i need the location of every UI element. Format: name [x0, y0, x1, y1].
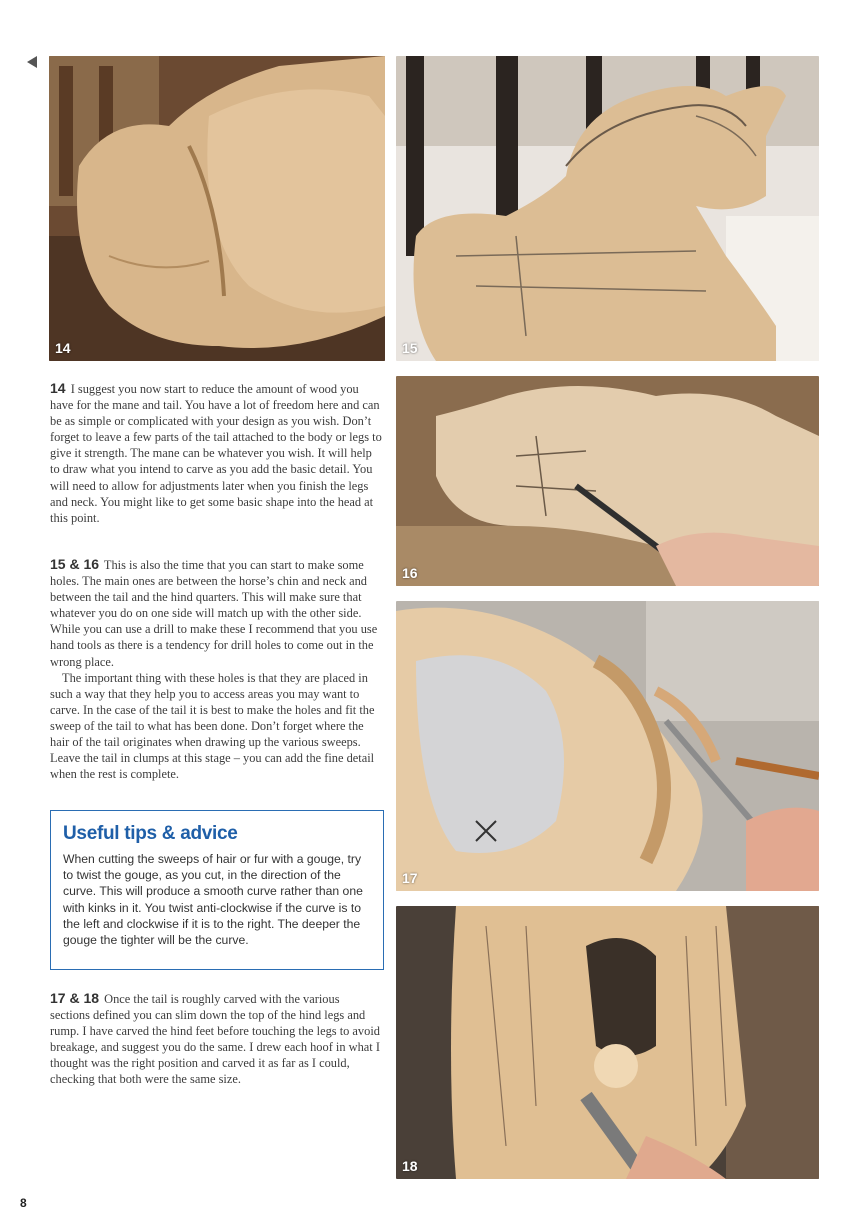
photo-14-number: 14: [55, 340, 71, 356]
step-15-16-paragraph: [50, 556, 382, 670]
photo-16-number: 16: [402, 565, 418, 581]
back-arrow-icon[interactable]: [27, 56, 37, 68]
photo-17-image: [396, 601, 819, 891]
step-15-16-section: [50, 556, 382, 782]
tips-title: Useful tips & advice: [63, 823, 238, 844]
photo-17: [396, 601, 819, 891]
photo-15: [396, 56, 819, 361]
step-15-16-text: This is also the time that you can start to make some holes. The main ones are between the horse’s chin and neck and between the tail and the hind quarters. This will make sure that whatever you do on one side will match up with the other side. While you can use a drill to make these I recommend that you use hand tools as there is a tendency for drill holes to come out in the wrong place.: [50, 558, 378, 669]
step-14-lead: 14: [50, 380, 66, 396]
tips-text: When cutting the sweeps of hair or fur with a gouge, try to twist the gouge, as you cut, in the direction of the curve. This will produce a smooth curve rather than one with kinks in it. You twist anti-clockwise if the curve is to the left and clockwise if it is to the right. The deeper the gouge the tighter will be the curve.: [63, 852, 363, 948]
photo-15-image: [396, 56, 819, 361]
step-17-18-lead: 17 & 18: [50, 990, 100, 1006]
step-14-paragraph: [50, 380, 382, 526]
page-number: 8: [20, 1196, 27, 1210]
photo-18-image: [396, 906, 819, 1179]
photo-14-image: [49, 56, 385, 361]
step-15-16-lead: 15 & 16: [50, 556, 100, 572]
tips-box: [50, 810, 384, 970]
photo-14: [49, 56, 385, 361]
photo-17-number: 17: [402, 870, 418, 886]
step-17-18-paragraph: [50, 990, 382, 1088]
photo-18: [396, 906, 819, 1179]
photo-15-number: 15: [402, 340, 418, 356]
photo-16-image: [396, 376, 819, 586]
photo-16: [396, 376, 819, 586]
step-17-18-text: Once the tail is roughly carved with the various sections defined you can slim down the top of the hind legs and rump. I have carved the hind feet before touching the legs to avoid breakage, and suggest you do the same. I drew each hoof in what I thought was the right position and carved it as far as I could, checking that both were the same size.: [50, 992, 380, 1087]
step-15-16-paragraph-2: The important thing with these holes is that they are placed in such a way that they help you to access areas you may want to carve. In the case of the tail it is best to make the holes and fit the sweep of the tail to what has been done. Don’t forget where the hair of the tail originates when drawing up the various sweeps. Leave the tail in clumps at this stage – you can add the fine detail when the rest is complete.: [50, 670, 375, 782]
step-14-section: [50, 380, 382, 526]
photo-18-number: 18: [402, 1158, 418, 1174]
step-17-18-section: [50, 990, 382, 1088]
step-14-text: I suggest you now start to reduce the amount of wood you have for the mane and tail. You have a lot of freedom here and can be as simple or complicated with your design as you wish. Don’t forget to leave a few parts of the tail attached to the body or legs to give it strength. The mane can be whatever you wish. It will help to draw what you intend to carve as you add the basic detail. You will need to allow for adjustments later when you finish the legs and neck. You might like to get some basic shape into the head at this point.: [50, 382, 382, 525]
